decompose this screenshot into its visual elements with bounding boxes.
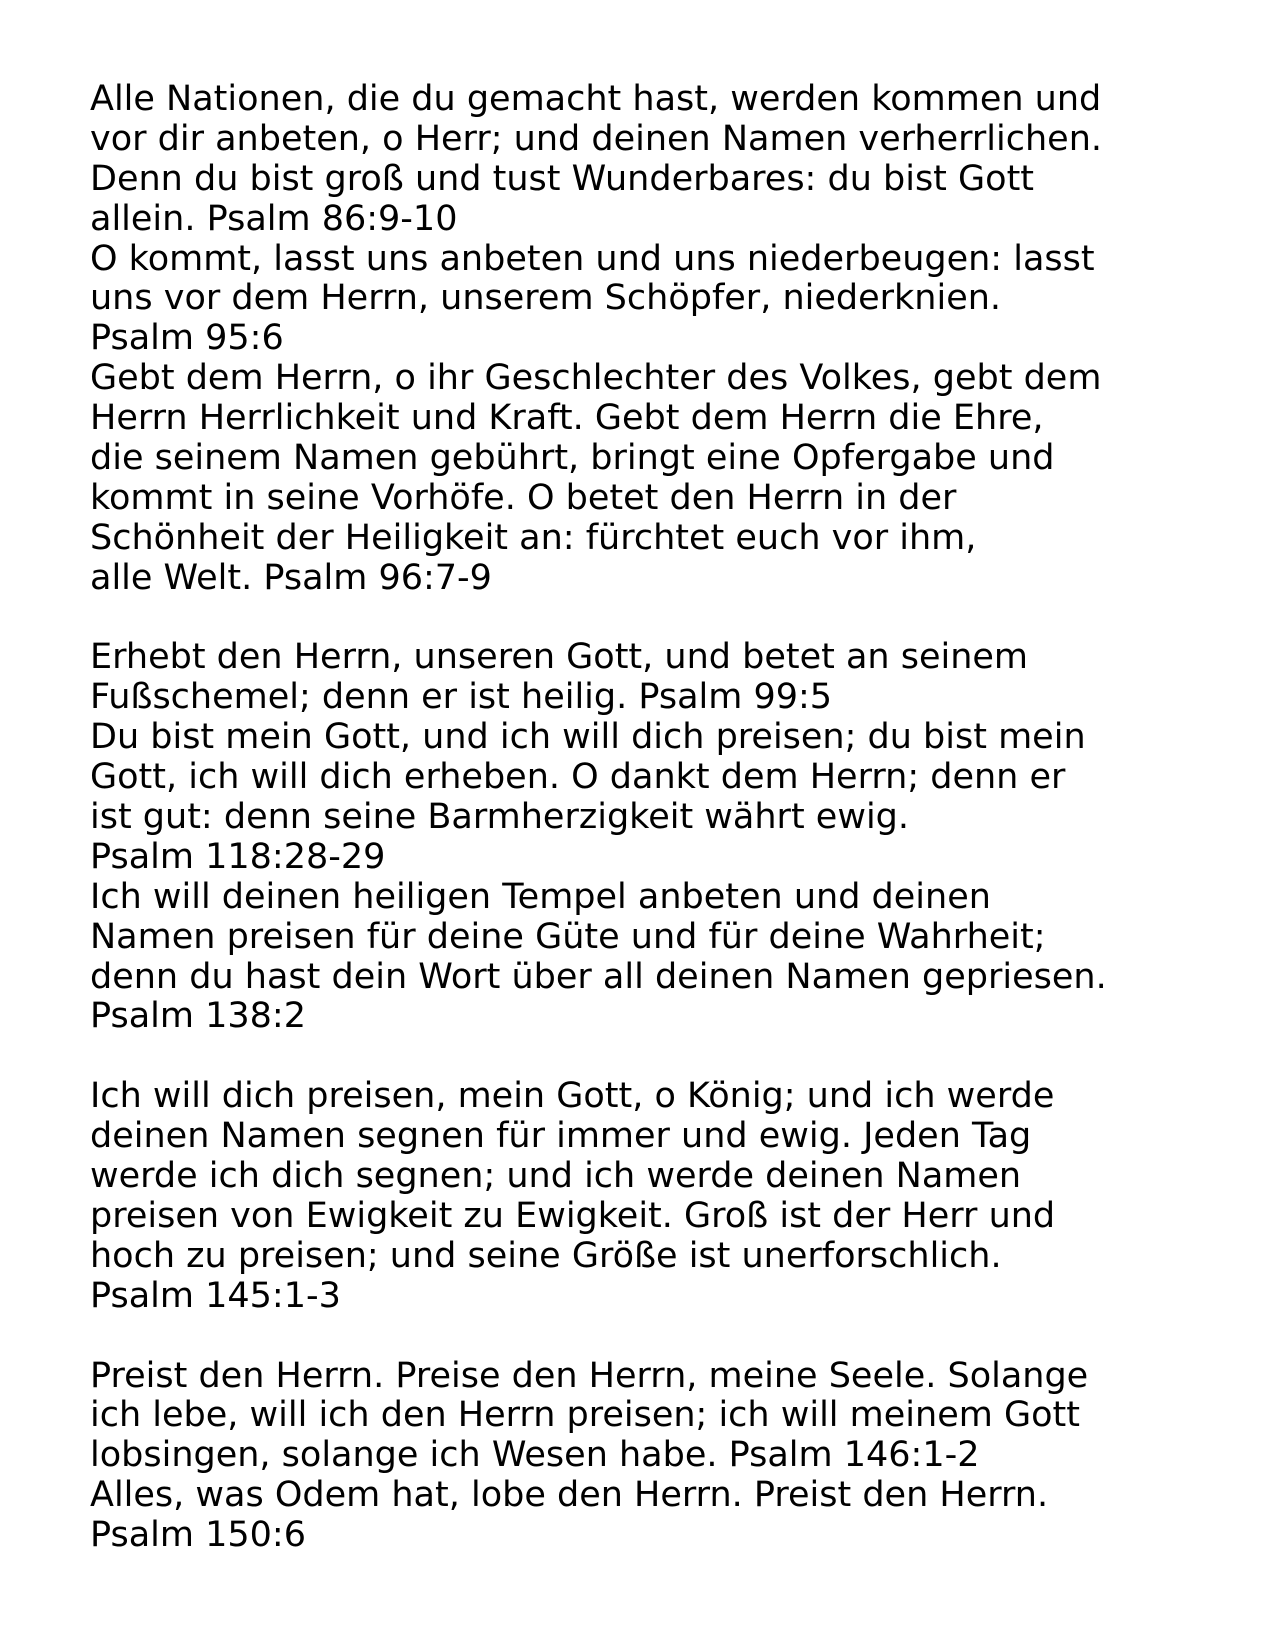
text-line: Psalm 145:1-3	[90, 1275, 341, 1316]
text-line: Denn du bist groß und tust Wunderbares: du bist Gott	[90, 158, 1035, 199]
paragraph-gap	[90, 1317, 1210, 1357]
paragraph-gap	[90, 599, 1210, 639]
text-line: hoch zu preisen; und seine Größe ist unerforschlich.	[90, 1235, 1002, 1276]
text-line: Ich will deinen heiligen Tempel anbeten und deinen	[90, 876, 991, 917]
text-line: alle Welt. Psalm 96:7-9	[90, 557, 492, 598]
text-line: Gebt dem Herrn, o ihr Geschlechter des Volkes, gebt dem	[90, 358, 1102, 399]
text-line: Herrn Herrlichkeit und Kraft. Gebt dem Herrn die Ehre,	[90, 398, 1044, 439]
paragraph-2	[90, 638, 1210, 1037]
paragraph-gap	[90, 1037, 1210, 1077]
text-line: lobsingen, solange ich Wesen habe. Psalm 146:1-2	[90, 1435, 980, 1476]
document-page	[90, 80, 1210, 1556]
text-line: deinen Namen segnen für immer und ewig. Jeden Tag	[90, 1116, 1032, 1157]
text-line: Alle Nationen, die du gemacht hast, werden kommen und	[90, 79, 1102, 119]
text-line: preisen von Ewigkeit zu Ewigkeit. Groß ist der Herr und	[90, 1195, 1056, 1236]
text-line: Du bist mein Gott, und ich will dich preisen; du bist mein	[90, 717, 1086, 758]
text-line: kommt in seine Vorhöfe. O betet den Herrn in der	[90, 477, 957, 518]
text-line: Psalm 138:2	[90, 996, 306, 1037]
paragraph-4	[90, 1357, 1210, 1556]
text-line: uns vor dem Herrn, unserem Schöpfer, niederknien.	[90, 278, 1002, 319]
text-line: Schönheit der Heiligkeit an: fürchtet euch vor ihm,	[90, 517, 977, 558]
text-line: Alles, was Odem hat, lobe den Herrn. Preist den Herrn.	[90, 1475, 1049, 1516]
text-line: ist gut: denn seine Barmherzigkeit währt ewig.	[90, 797, 910, 838]
text-line: O kommt, lasst uns anbeten und uns niederbeugen: lasst	[90, 238, 1095, 279]
text-line: werde ich dich segnen; und ich werde deinen Namen	[90, 1156, 1022, 1197]
text-line: Gott, ich will dich erheben. O dankt dem Herrn; denn er	[90, 757, 1066, 798]
text-line: denn du hast dein Wort über all deinen Namen gepriesen.	[90, 956, 1107, 997]
text-line: Preist den Herrn. Preise den Herrn, meine Seele. Solange	[90, 1355, 1089, 1396]
text-line: ich lebe, will ich den Herrn preisen; ich will meinem Gott	[90, 1395, 1080, 1436]
text-line: Psalm 118:28-29	[90, 836, 386, 877]
text-line: vor dir anbeten, o Herr; und deinen Namen verherrlichen.	[90, 118, 1103, 159]
text-line: Erhebt den Herrn, unseren Gott, und betet an seinem	[90, 637, 1029, 678]
paragraph-3	[90, 1077, 1210, 1316]
text-line: die seinem Namen gebührt, bringt eine Opfergabe und	[90, 438, 1055, 479]
paragraph-1	[90, 80, 1210, 599]
text-line: Psalm 150:6	[90, 1515, 306, 1556]
text-line: Psalm 95:6	[90, 318, 284, 359]
text-line: Ich will dich preisen, mein Gott, o König; und ich werde	[90, 1076, 1055, 1117]
text-line: Namen preisen für deine Güte und für deine Wahrheit;	[90, 916, 1046, 957]
text-line: allein. Psalm 86:9-10	[90, 198, 458, 239]
text-line: Fußschemel; denn er ist heilig. Psalm 99:5	[90, 677, 833, 718]
